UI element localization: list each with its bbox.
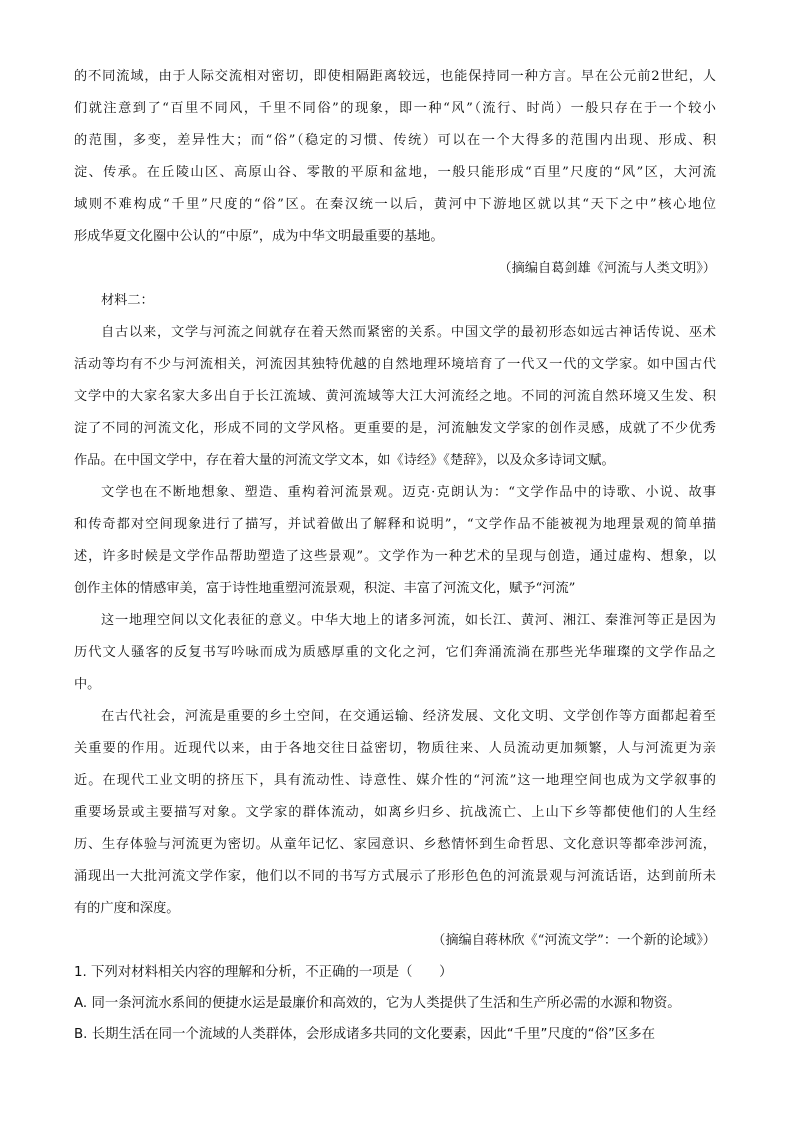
material1-source: （摘编自葛剑雄《河流与人类文明》）	[498, 261, 716, 276]
material2-source: （摘编自蒋林欣《“河流文学”：一个新的论域》）	[432, 933, 716, 948]
paragraph2-line-1: 文学也在不断地想象、塑造、重构着河流景观。迈克·克朗认为：“文学作品中的诗歌、小说、故事	[101, 485, 716, 500]
paragraph4-line-6: 涌现出一大批河流文学作家，他们以不同的书写方式展示了形形色色的河流景观与河流话语，达到前所未	[74, 869, 716, 884]
paragraph1-line-1: 自古以来，文学与河流之间就存在着天然而紧密的关系。中国文学的最初形态如远古神话传说、巫术	[101, 325, 716, 340]
paragraph3-line-1: 这一地理空间以文化表征的意义。中华大地上的诸多河流，如长江、黄河、湘江、秦淮河等正是因为	[101, 613, 716, 628]
paragraph1-line-2: 活动等均有不少与河流相关，河流因其独特优越的自然地理环境培育了一代又一代的文学家。如中国古代	[74, 357, 716, 372]
paragraph2-line-4: 创作主体的情感审美，富于诗性地重塑河流景观，积淀、丰富了河流文化，赋予“河流”	[74, 581, 576, 596]
paragraph1-line-3: 文学中的大家名家大多出自于长江流域、黄河流域等大江大河流经之地。不同的河流自然环境又生发、积	[74, 389, 716, 404]
paragraph2-line-2: 和传奇都对空间现象进行了描写，并试着做出了解释和说明”，“文学作品不能被视为地理景观的简单描	[74, 517, 716, 532]
material1-line-1: 的不同流域，由于人际交流相对密切，即使相隔距离较远，也能保持同一种方言。早在公元前2世纪，人	[74, 69, 716, 84]
paragraph1-line-4: 淀了不同的河流文化，形成不同的文学风格。更重要的是，河流触发文学家的创作灵感，成就了不少优秀	[74, 421, 716, 436]
paragraph3-line-3: 中。	[74, 677, 101, 692]
paragraph4-line-2: 关重要的作用。近现代以来，由于各地交往日益密切，物质往来、人员流动更加频繁，人与河流更为亲	[74, 741, 716, 756]
material1-line-3: 的范围，多变，差异性大；而“俗”（稳定的习惯、传统）可以在一个大得多的范围内出现、形成、积	[74, 133, 716, 148]
paragraph4-line-1: 在古代社会，河流是重要的乡土空间，在交通运输、经济发展、文化文明、文学创作等方面都起着至	[101, 709, 716, 724]
paragraph4-line-5: 历、生存体验与河流更为密切。从童年记忆、家园意识、乡愁情怀到生命哲思、文化意识等都牵涉河流，	[74, 837, 716, 852]
material1-line-5: 域则不难构成“千里”尺度的“俗”区。在秦汉统一以后，黄河中下游地区就以其“天下之中”核心地位	[74, 197, 716, 212]
question-stem: 1. 下列对材料相关内容的理解和分析，不正确的一项是（ ）	[74, 965, 453, 980]
option-a: A. 同一条河流水系间的便捷水运是最廉价和高效的，它为人类提供了生活和生产所必需的水源和物资。	[74, 996, 681, 1011]
paragraph4-line-7: 有的广度和深度。	[74, 901, 180, 916]
material1-line-6: 形成华夏文化圈中公认的“中原”，成为中华文明最重要的基地。	[74, 229, 444, 244]
material2-heading: 材料二：	[101, 293, 154, 308]
paragraph1-line-5: 作品。在中国文学中，存在着大量的河流文学文本，如《诗经》《楚辞》，以及众多诗词文赋。	[74, 453, 615, 468]
paragraph2-line-3: 述，许多时候是文学作品帮助塑造了这些景观”。文学作为一种艺术的呈现与创造，通过虚构、想象，以	[74, 549, 716, 564]
paragraph4-line-3: 近。在现代工业文明的挤压下，具有流动性、诗意性、媒介性的“河流”这一地理空间也成为文学叙事的	[74, 773, 716, 788]
paragraph3-line-2: 历代文人骚客的反复书写吟咏而成为质感厚重的文化之河，它们奔涌流淌在那些光华璀璨的文学作品之	[74, 645, 716, 660]
material1-line-4: 淀、传承。在丘陵山区、高原山谷、零散的平原和盆地，一般只能形成“百里”尺度的“风”区，大河流	[74, 165, 716, 180]
option-b: B. 长期生活在同一个流域的人类群体，会形成诸多共同的文化要素，因此“千里”尺度的“俗”区多在	[74, 1027, 656, 1042]
material1-line-2: 们就注意到了“百里不同风，千里不同俗”的现象，即一种“风”（流行、时尚）一般只存在于一个较小	[74, 101, 716, 116]
paragraph4-line-4: 重要场景或主要描写对象。文学家的群体流动，如离乡归乡、抗战流亡、上山下乡等都使他们的人生经	[74, 805, 716, 820]
